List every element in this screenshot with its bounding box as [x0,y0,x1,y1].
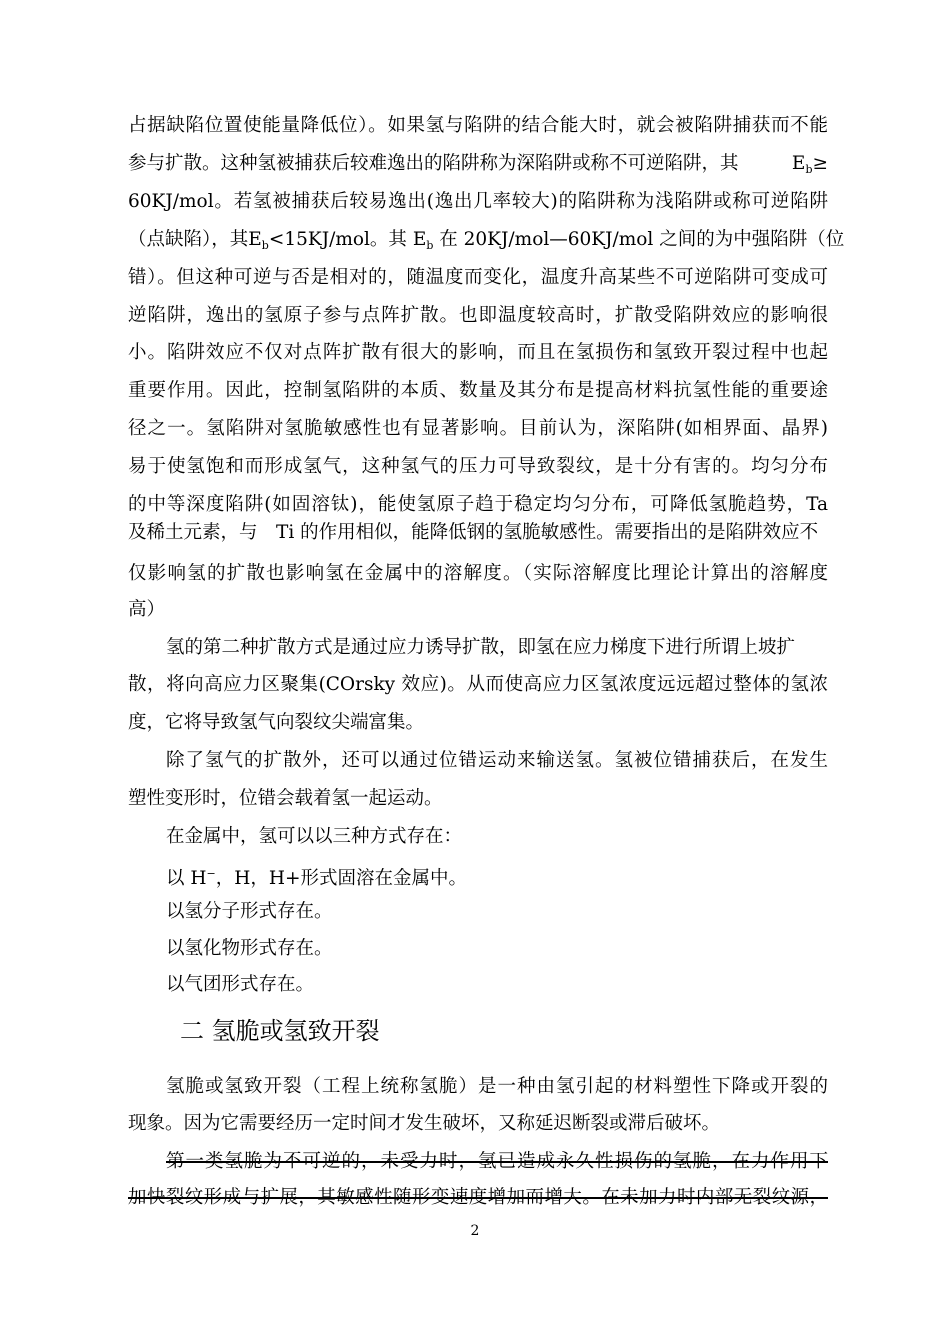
text-line: 氢脆或氢致开裂（工程上统称氢脆）是一种由氢引起的材料塑性下降或开裂的 [166,1076,828,1097]
text-line: 易于使氢饱和而形成氢气，这种氢气的压力可导致裂纹，是十分有害的。均匀分布 [128,456,828,477]
text-line: 及稀土元素，与 Ti 的作用相似，能降低钢的氢脆敏感性。需要指出的是陷阱效应不 [128,522,819,543]
text-segment: 参与扩散。这种氢被捕获后较难逸出的陷阱称为深陷阱或称不可逆陷阱，其 [128,153,739,174]
struck-text-line: 第一类氢脆为不可逆的，未受力时，氢已造成永久性损伤的氢脆，在力作用下 [166,1151,828,1172]
text-line: 占据缺陷位置使能量降低位）。如果氢与陷阱的结合能大时，就会被陷阱捕获而不能 [128,115,828,136]
text-line: 逆陷阱，逸出的氢原子参与点阵扩散。也即温度较高时，扩散受陷阱效应的影响很 [128,305,828,326]
text-line: 错）。但这种可逆与否是相对的，随温度而变化，温度升高某些不可逆陷阱可变成可 [128,267,828,288]
text-line: 以 H−，H，H+形式固溶在金属中。 [166,867,468,890]
text-line: 以气团形式存在。 [166,974,315,995]
text-line: 散，将向高应力区聚集(COrsky 效应)。从而使高应力区氢浓度远远超过整体的氢浓 [128,674,828,695]
text-line: 以氢分子形式存在。 [166,901,333,922]
text-line: 小。陷阱效应不仅对点阵扩散有很大的影响，而且在氢损伤和氢致开裂过程中也起 [128,342,828,363]
text-line: 塑性变形时，位错会载着氢一起运动。 [128,788,443,809]
text-line: 的中等深度陷阱(如固溶钛)，能使氢原子趋于稳定均匀分布，可降低氢脆趋势，Ta [128,494,828,515]
text-line: 除了氢气的扩散外，还可以通过位错运动来输送氢。氢被位错捕获后，在发生 [166,750,828,771]
text-line: 重要作用。因此，控制氢陷阱的本质、数量及其分布是提高材料抗氢性能的重要途 [128,380,828,401]
text-line: 度，它将导致氢气向裂纹尖端富集。 [128,712,425,733]
text-line: 氢的第二种扩散方式是通过应力诱导扩散，即氢在应力梯度下进行所谓上坡扩 [166,637,796,658]
text-line: 以氢化物形式存在。 [166,938,333,959]
text-line: 在金属中，氢可以以三种方式存在： [166,826,463,847]
text-line: 现象。因为它需要经历一定时间才发生破坏，又称延迟断裂或滞后破坏。 [128,1113,721,1134]
text-line [128,152,828,176]
page-number: 2 [470,1223,480,1239]
section-heading: 二 氢脆或氢致开裂 [180,1017,380,1045]
text-line: 径之一。氢陷阱对氢脆敏感性也有显著影响。目前认为，深陷阱(如相界面、晶界) [128,418,828,439]
text-line: 60KJ/mol。若氢被捕获后较易逸出(逸出几率较大)的陷阱称为浅陷阱或称可逆陷阱 [128,191,828,212]
text-line: （点缺陷），其$E_b<15KJ$/mol。其 $E_b$ 在 20KJ/mol—60KJ/mol 之间的为中强陷阱（位 [128,229,845,252]
eb-symbol: $E_b\ge$ [791,153,828,176]
struck-text-line: 加快裂纹形成与扩展，其敏感性随形变速度增加而增大。在未加力时内部无裂纹源， [128,1187,828,1208]
text-line: 仅影响氢的扩散也影响氢在金属中的溶解度。（实际溶解度比理论计算出的溶解度 [128,563,828,584]
text-line: 高） [128,599,166,620]
